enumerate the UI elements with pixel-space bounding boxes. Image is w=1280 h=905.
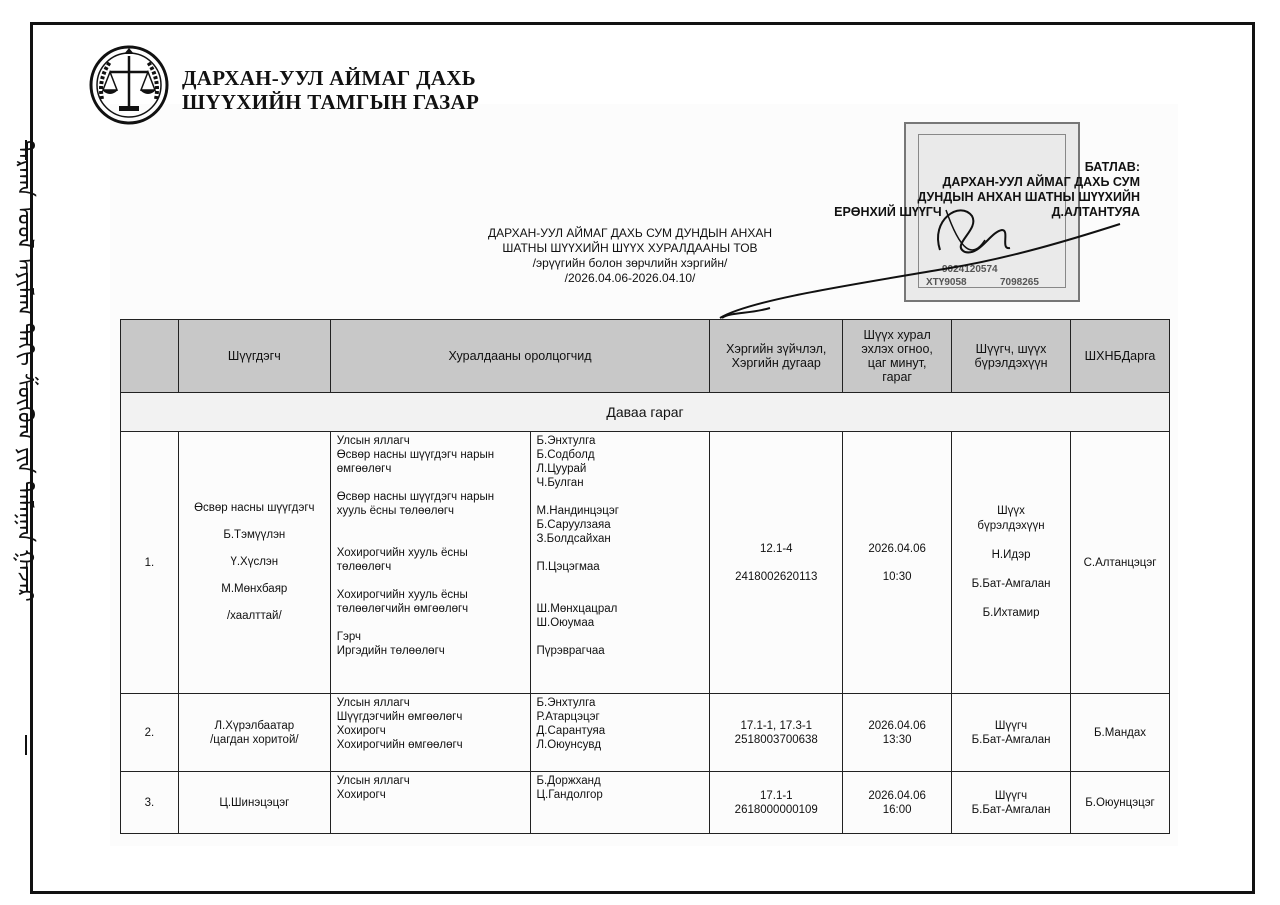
title-line-1: ДАРХАН-УУЛ АЙМАГ ДАХЬ СУМ ДУНДЫН АНХАН — [488, 226, 772, 240]
table-row — [121, 694, 1170, 772]
defendant-cell: Ц.Шинэцэцэг — [178, 772, 330, 834]
day-row — [121, 393, 1170, 432]
row-number: 2. — [121, 694, 179, 772]
roles-cell: Улсын яллагч Өсвөр насны шүүгдэгч нарын өмгөөлөгч Өсвөр насны шүүгдэгч нарын хууль ёсны төлөөлөгч Хохирогчийн хууль ёсны төлөөлөгч Хохирогчийн хууль ёсны төлөөлөгчийн өмгөөлөгч Гэрч Иргэдийн төлөөлөгч — [330, 432, 530, 694]
row-number: 1. — [121, 432, 179, 694]
header-number — [121, 320, 179, 393]
side-script-text: ᠳᠠᠷᠬᠠᠨ ᠤᠤᠯ ᠠᠶᠢᠮᠠᠭ ᠳᠠᠬᠢ ᠱᠦᠭᠦᠬ ᠶᠢᠨ ᠲᠠᠮᠠᠭᠠᠨ ᠭᠠᠵᠠᠷ — [12, 140, 37, 602]
header-clerk: ШХНБДарга — [1071, 320, 1170, 393]
header-datetime: Шүүх хурал эхлэх огноо, цаг минут, гараг — [843, 320, 952, 393]
document-title — [445, 226, 815, 286]
case-cell: 17.1-1 2618000000109 — [710, 772, 843, 834]
header-case: Хэргийн зүйчлэл, Хэргийн дугаар — [710, 320, 843, 393]
organization-name — [182, 66, 479, 114]
approval-line-2: ДУНДЫН АНХАН ШАТНЫ ШҮҮХИЙН — [917, 190, 1140, 204]
header-participants: Хуралдааны оролцогчид — [330, 320, 710, 393]
table-header-row — [121, 320, 1170, 393]
clerk-cell: Б.Мандах — [1071, 694, 1170, 772]
defendant-cell: Л.Хүрэлбаатар /цагдан хоритой/ — [178, 694, 330, 772]
table-row — [121, 772, 1170, 834]
judge-cell: Шүүх бүрэлдэхүүн Н.Идэр Б.Бат-Амгалан Б.Ихтамир — [952, 432, 1071, 694]
title-line-3: /эрүүгийн болон зөрчлийн хэргийн/ — [532, 256, 728, 270]
roles-cell: Улсын яллагч Шүүгдэгчийн өмгөөлөгч Хохирогч Хохирогчийн өмгөөлөгч — [330, 694, 530, 772]
vertical-mongolian-script — [4, 140, 44, 755]
approval-line-1: ДАРХАН-УУЛ АЙМАГ ДАХЬ СУМ — [942, 175, 1140, 189]
table-row — [121, 432, 1170, 694]
org-line-1: ДАРХАН-УУЛ АЙМАГ ДАХЬ — [182, 66, 476, 90]
case-cell: 12.1-4 2418002620113 — [710, 432, 843, 694]
header-judge: Шүүгч, шүүх бүрэлдэхүүн — [952, 320, 1071, 393]
stamp-number-2: ХТҮ9058 — [926, 277, 967, 288]
row-number: 3. — [121, 772, 179, 834]
datetime-cell: 2026.04.06 10:30 — [843, 432, 952, 694]
clerk-cell: Б.Оюунцэцэг — [1071, 772, 1170, 834]
names-cell: Б.Энхтулга Б.Содболд Л.Цуурай Ч.Булган М.Нандинцэцэг Б.Саруулзаяа З.Болдсайхан П.Цэцэгмаа Ш.Мөнхцацрал Ш.Оюумаа Пүрэврагчаа — [530, 432, 710, 694]
day-label: Даваа гараг — [121, 393, 1170, 432]
approval-name: Д.АЛТАНТУЯА — [1051, 205, 1140, 219]
datetime-cell: 2026.04.06 13:30 — [843, 694, 952, 772]
approval-position: ЕРӨНХИЙ ШҮҮГЧ — [834, 205, 942, 219]
title-line-4: /2026.04.06-2026.04.10/ — [564, 271, 696, 285]
court-emblem-icon — [88, 44, 170, 126]
names-cell: Б.Энхтулга Р.Атарцэцэг Д.Сарантуяа Л.Оюунсувд — [530, 694, 710, 772]
org-line-2: ШҮҮХИЙН ТАМГЫН ГАЗАР — [182, 90, 480, 114]
hearing-schedule-table — [120, 319, 1170, 834]
title-line-2: ШАТНЫ ШҮҮХИЙН ШҮҮХ ХУРАЛДААНЫ ТОВ — [502, 241, 758, 255]
names-cell: Б.Доржханд Ц.Гандолгор — [530, 772, 710, 834]
stamp-number-3: 7098265 — [1000, 277, 1039, 288]
defendant-cell: Өсвөр насны шүүгдэгч Б.Тэмүүлэн Ү.Хүслэн М.Мөнхбаяр /хаалттай/ — [178, 432, 330, 694]
clerk-cell: С.Алтанцэцэг — [1071, 432, 1170, 694]
stamp-number-1: 9024120574 — [942, 264, 998, 275]
judge-cell: Шүүгч Б.Бат-Амгалан — [952, 772, 1071, 834]
judge-cell: Шүүгч Б.Бат-Амгалан — [952, 694, 1071, 772]
case-cell: 17.1-1, 17.3-1 2518003700638 — [710, 694, 843, 772]
datetime-cell: 2026.04.06 16:00 — [843, 772, 952, 834]
roles-cell: Улсын яллагч Хохирогч — [330, 772, 530, 834]
header-defendant: Шүүгдэгч — [178, 320, 330, 393]
approval-label: БАТЛАВ: — [1084, 160, 1140, 174]
